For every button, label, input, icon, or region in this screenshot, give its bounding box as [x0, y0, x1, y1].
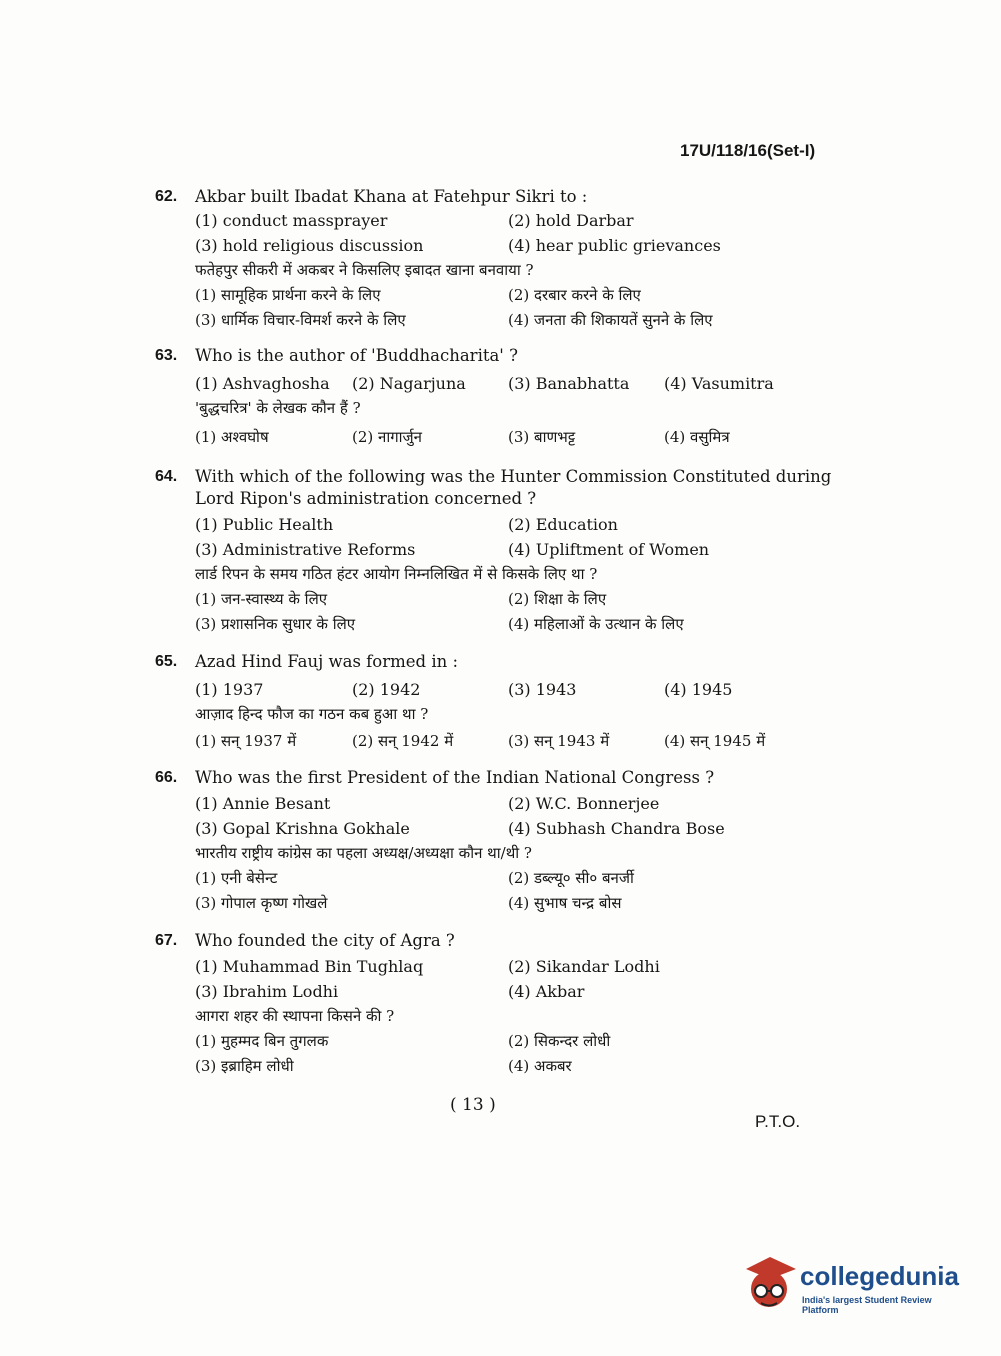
option-hindi: (2) सन् 1942 में — [352, 732, 454, 750]
question-number: 64. — [155, 468, 178, 485]
option-hindi: (3) गोपाल कृष्ण गोखले — [195, 894, 328, 912]
question-text-hindi: लार्ड रिपन के समय गठित हंटर आयोग निम्नलिखित में से किसके लिए था ? — [195, 565, 598, 583]
option: (4) 1945 — [664, 680, 733, 699]
option-hindi: (2) दरबार करने के लिए — [508, 286, 641, 304]
option: (2) Sikandar Lodhi — [508, 957, 660, 976]
option-hindi: (2) शिक्षा के लिए — [508, 590, 607, 608]
option-hindi: (4) वसुमित्र — [664, 428, 730, 446]
question-text: Akbar built Ibadat Khana at Fatehpur Sikri to : — [195, 187, 588, 206]
option: (4) Akbar — [508, 982, 585, 1001]
option: (1) 1937 — [195, 680, 264, 699]
option: (4) Subhash Chandra Bose — [508, 819, 725, 838]
question-number: 63. — [155, 347, 178, 364]
option-hindi: (3) इब्राहिम लोधी — [195, 1057, 294, 1075]
question-text: With which of the following was the Hunter Commission Constituted during Lord Ripon's administration concerned ? — [195, 467, 832, 508]
question-text: Azad Hind Fauj was formed in : — [195, 652, 459, 671]
option: (2) Education — [508, 515, 618, 534]
collegedunia-logo — [740, 1255, 970, 1315]
question-62 — [155, 186, 835, 333]
brand-name: collegedunia — [800, 1261, 959, 1291]
option: (1) Annie Besant — [195, 794, 331, 813]
option: (4) Vasumitra — [664, 374, 774, 393]
question-text-hindi: भारतीय राष्ट्रीय कांग्रेस का पहला अध्यक्ष/अध्यक्षा कौन था/थी ? — [195, 844, 532, 862]
option: (1) Ashvaghosha — [195, 374, 330, 393]
option: (3) Banabhatta — [508, 374, 630, 393]
option: (3) hold religious discussion — [195, 236, 424, 255]
question-text: Who was the first President of the Indian National Congress ? — [195, 768, 715, 787]
question-text-hindi: आज़ाद हिन्द फौज का गठन कब हुआ था ? — [195, 705, 429, 723]
question-number: 65. — [155, 653, 178, 670]
option-hindi: (1) मुहम्मद बिन तुगलक — [195, 1032, 329, 1050]
option: (3) Ibrahim Lodhi — [195, 982, 339, 1001]
option: (2) hold Darbar — [508, 211, 634, 230]
option-hindi: (4) अकबर — [508, 1057, 572, 1075]
question-66 — [155, 767, 835, 916]
mascot-icon — [740, 1255, 798, 1313]
page-number: ( 13 ) — [450, 1095, 496, 1115]
option-hindi: (1) एनी बेसेन्ट — [195, 869, 278, 887]
option-hindi: (3) बाणभट्ट — [508, 428, 576, 446]
question-text-hindi: आगरा शहर की स्थापना किसने की ? — [195, 1007, 395, 1025]
question-text-hindi: फतेहपुर सीकरी में अकबर ने किसलिए इबादत खाना बनवाया ? — [195, 261, 534, 279]
question-text-hindi: 'बुद्धचरित्र' के लेखक कौन हैं ? — [195, 399, 361, 417]
option: (1) Public Health — [195, 515, 334, 534]
question-number: 67. — [155, 932, 178, 949]
option-hindi: (1) अश्वघोष — [195, 428, 269, 446]
pto-label: P.T.O. — [755, 1112, 801, 1131]
question-text: Who founded the city of Agra ? — [195, 931, 455, 950]
option: (3) Gopal Krishna Gokhale — [195, 819, 410, 838]
option-hindi: (2) नागार्जुन — [352, 428, 423, 446]
question-number: 62. — [155, 188, 178, 205]
question-64 — [155, 466, 835, 637]
option: (4) Upliftment of Women — [508, 540, 710, 559]
option: (4) hear public grievances — [508, 236, 721, 255]
option-hindi: (1) सन् 1937 में — [195, 732, 297, 750]
option: (3) Administrative Reforms — [195, 540, 416, 559]
option: (2) W.C. Bonnerjee — [508, 794, 660, 813]
option-hindi: (1) सामूहिक प्रार्थना करने के लिए — [195, 286, 381, 304]
option: (1) conduct massprayer — [195, 211, 388, 230]
option-hindi: (2) सिकन्दर लोधी — [508, 1032, 611, 1050]
question-text: Who is the author of 'Buddhacharita' ? — [195, 346, 518, 365]
option-hindi: (3) प्रशासनिक सुधार के लिए — [195, 615, 356, 633]
option: (3) 1943 — [508, 680, 577, 699]
option: (1) Muhammad Bin Tughlaq — [195, 957, 424, 976]
brand-tagline: India's largest Student Review Platform — [802, 1295, 932, 1315]
option-hindi: (3) सन् 1943 में — [508, 732, 610, 750]
question-67 — [155, 930, 835, 1079]
option-hindi: (2) डब्ल्यू० सी० बनर्जी — [508, 869, 634, 887]
option: (2) 1942 — [352, 680, 421, 699]
option-hindi: (4) सन् 1945 में — [664, 732, 766, 750]
question-65 — [155, 651, 835, 754]
question-number: 66. — [155, 769, 178, 786]
option: (2) Nagarjuna — [352, 374, 466, 393]
option-hindi: (1) जन-स्वास्थ्य के लिए — [195, 590, 328, 608]
option-hindi: (4) महिलाओं के उत्थान के लिए — [508, 615, 684, 633]
paper-code: 17U/118/16(Set-I) — [680, 141, 816, 160]
question-63 — [155, 345, 835, 450]
option-hindi: (4) सुभाष चन्द्र बोस — [508, 894, 622, 912]
option-hindi: (4) जनता की शिकायतें सुनने के लिए — [508, 311, 713, 329]
option-hindi: (3) धार्मिक विचार-विमर्श करने के लिए — [195, 311, 406, 329]
